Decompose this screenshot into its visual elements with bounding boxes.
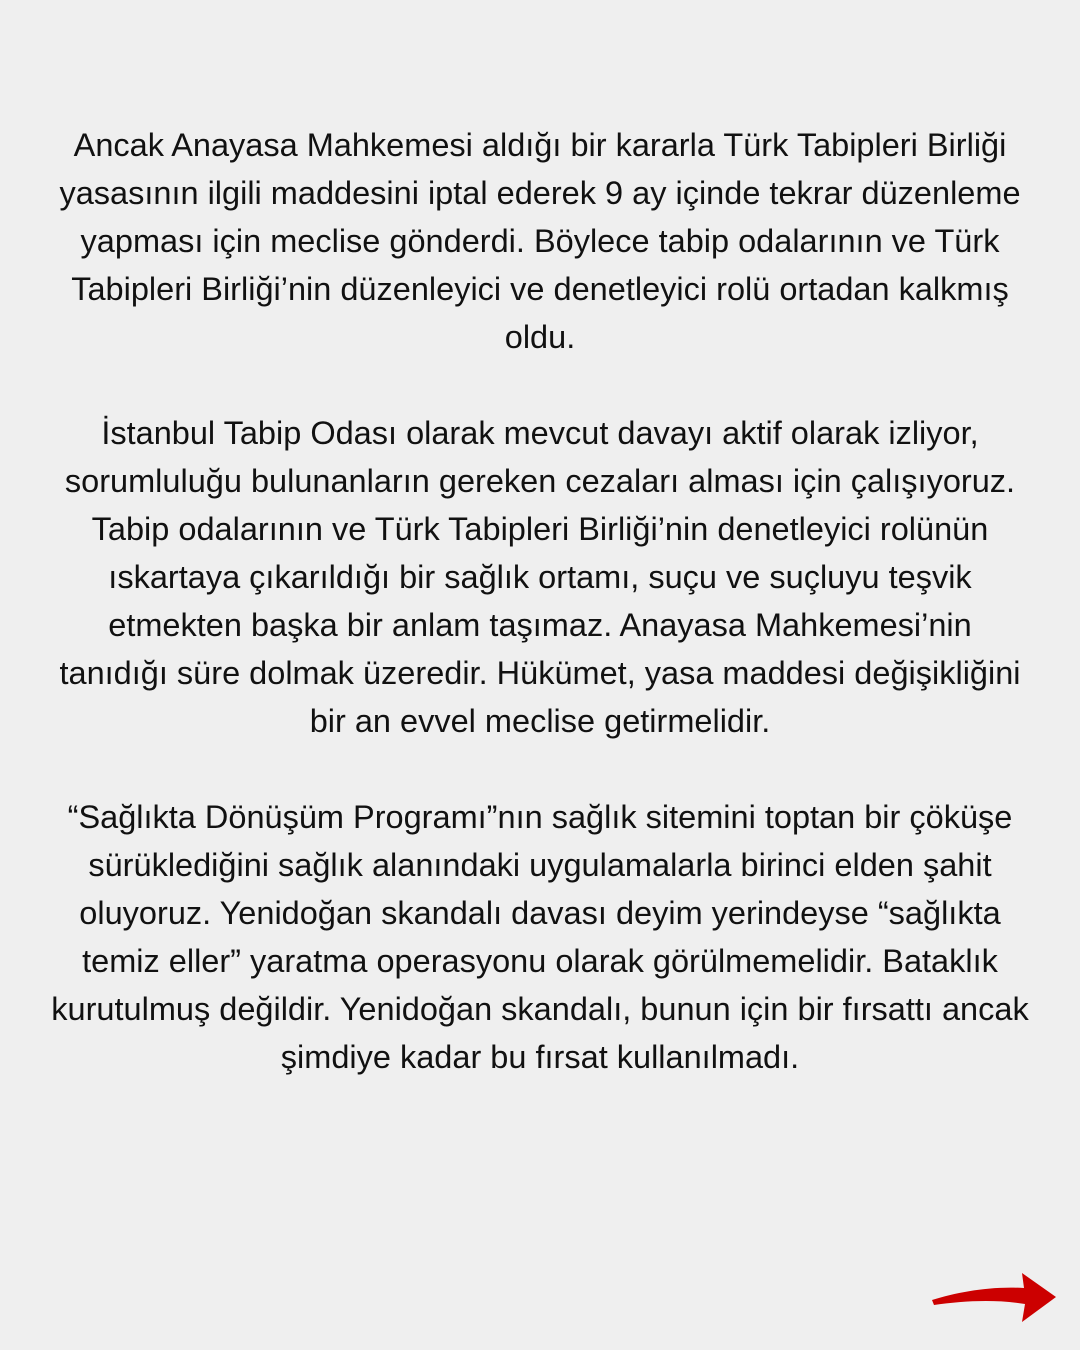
paragraph-3: “Sağlıkta Dönüşüm Programı”nın sağlık sitemini toptan bir çöküşe sürüklediğini sağlık alanındaki uygulamalarla birinci elden şahit oluyoruz. Yenidoğan skandalı davası deyim yerindeyse “sağlıkta temiz eller” yaratma operasyonu olarak görülmemelidir. Bataklık kurutulmuş değildir. Yenidoğan skandalı, bunun için bir fırsattı ancak şimdiye kadar bu fırsat kullanılmadı.: [51, 799, 1029, 1075]
paragraph-1: Ancak Anayasa Mahkemesi aldığı bir kararla Türk Tabipleri Birliği yasasının ilgili maddesini iptal ederek 9 ay içinde tekrar düzenleme yapması için meclise gönderdi. Böylece tabip odalarının ve Türk Tabipleri Birliği’nin düzenleyici ve denetleyici rolü ortadan kalkmış oldu.: [59, 127, 1021, 355]
body-text: [50, 121, 1030, 1129]
paragraph-2: İstanbul Tabip Odası olarak mevcut davayı aktif olarak izliyor, sorumluluğu bulunanların gereken cezaları alması için çalışıyoruz. Tabip odalarının ve Türk Tabipleri Birliği’nin denetleyici rolünün ıskartaya çıkarıldığı bir sağlık ortamı, suçu ve suçluyu teşvik etmekten başka bir anlam taşımaz. Anayasa Mahkemesi’nin tanıdığı süre dolmak üzeredir. Hükümet, yasa maddesi değişikliğini bir an evvel meclise getirmelidir.: [59, 415, 1021, 739]
arrow-right-icon: [928, 1270, 1060, 1326]
next-slide-button[interactable]: [928, 1270, 1060, 1326]
